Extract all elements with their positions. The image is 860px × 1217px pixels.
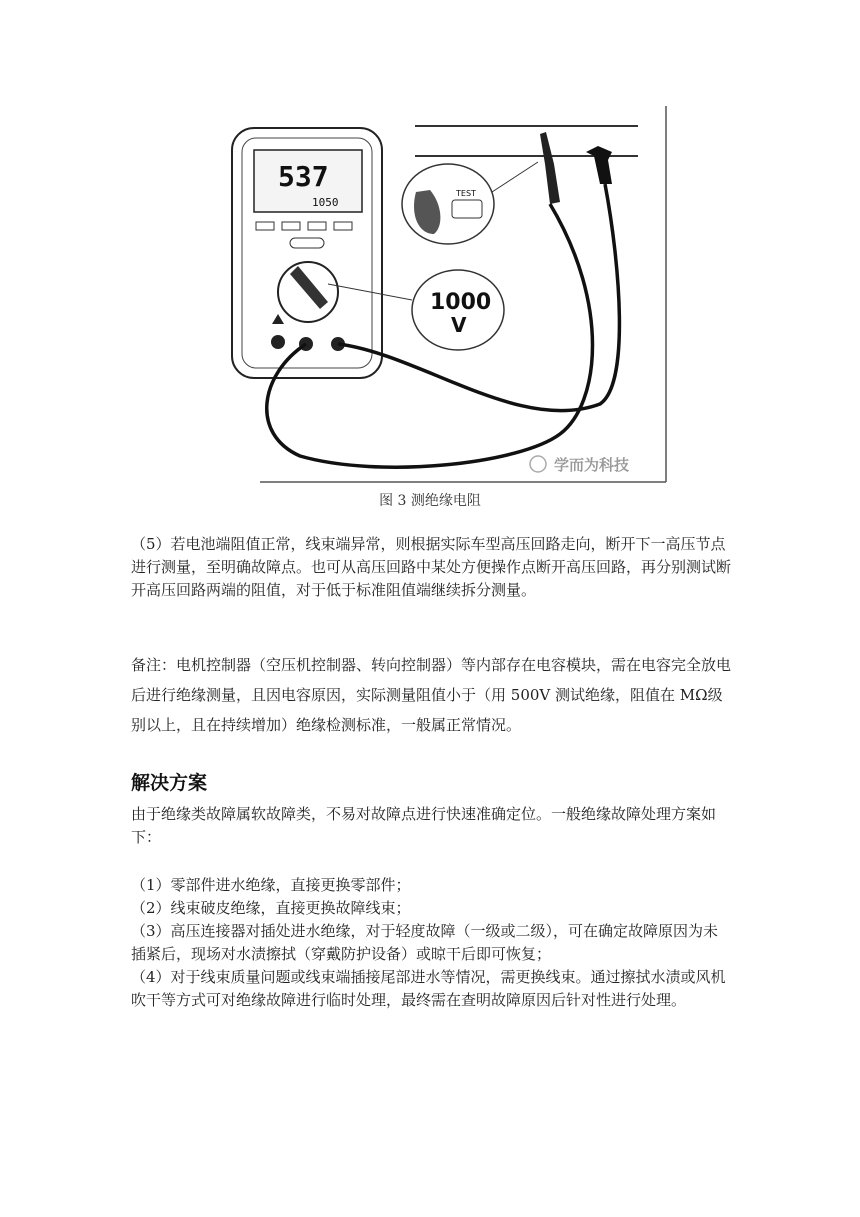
figure-caption: 图 3 测绝缘电阻 <box>379 493 481 509</box>
multimeter-body <box>232 128 382 378</box>
section-title: 解决方案 <box>131 772 208 794</box>
display-sub-reading: 1050 <box>312 196 339 209</box>
paragraph-step5: （5）若电池端阻值正常，线束端异常，则根据实际车型高压回路走向，断开下一高压节点进行测量，至明确故障点。也可从高压回路中某处方便操作点断开高压回路，再分别测试断开高压回路两端的阻值，对于低于标准阻值端继续拆分测量。 <box>131 535 732 599</box>
watermark-text: 学而为科技 <box>554 456 630 474</box>
multimeter-illustration <box>220 104 668 484</box>
list-item: （3）高压连接器对插处进水绝缘，对于轻度故障（一级或二级），可在确定故障原因为未插紧后，现场对水渍擦拭（穿戴防护设备）或晾干后即可恢复； <box>131 922 719 963</box>
voltage-unit: V <box>451 313 467 337</box>
paragraph-intro: 由于绝缘类故障属软故障类，不易对故障点进行快速准确定位。一般绝缘故障处理方案如下： <box>131 805 717 846</box>
paragraph-note: 备注：电机控制器（空压机控制器、转向控制器）等内部存在电容模块，需在电容完全放电后进行绝缘测量，且因电容原因，实际测量阻值小于（用 500V 测试绝缘，阻值在 MΩ级别以上，且在持续增加）绝缘检测标准，一般属正常情况。 <box>131 656 732 734</box>
test-callout <box>402 162 538 244</box>
list-item: （4）对于线束质量问题或线束端插接尾部进水等情况，需更换线束。通过擦拭水渍或风机吹干等方式可对绝缘故障进行临时处理，最终需在查明故障原因后针对性进行处理。 <box>131 968 726 1009</box>
list-item: （1）零部件进水绝缘，直接更换零部件； <box>131 876 411 894</box>
display-reading: 537 <box>278 160 329 193</box>
alligator-clip <box>586 146 612 184</box>
insulation-test-figure <box>220 104 668 484</box>
voltage-value: 1000 <box>430 290 492 315</box>
solution-list <box>131 874 731 1012</box>
list-item: （2）线束破皮绝缘，直接更换故障线束； <box>131 899 411 917</box>
test-label: TEST <box>456 189 476 198</box>
test-probe <box>540 132 560 204</box>
watermark <box>530 456 629 474</box>
watermark-logo-icon <box>530 456 546 472</box>
